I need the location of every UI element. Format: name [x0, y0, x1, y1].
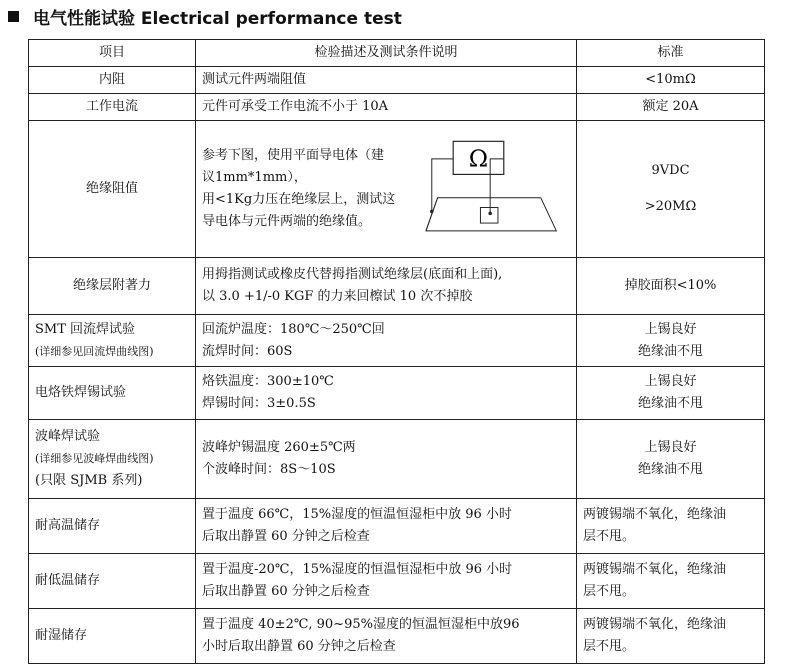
- table-row: [29, 94, 765, 121]
- electrical-test-table: [28, 39, 765, 664]
- table-row: [29, 258, 765, 315]
- item-cell: 工作电流: [29, 94, 196, 121]
- table-row: [29, 315, 765, 367]
- standard-cell: 两镀锡端不氧化，绝缘油 层不甩。: [577, 554, 765, 609]
- standard-cell: 掉胶面积<10%: [577, 258, 765, 315]
- standard-cell: 上锡良好 绝缘油不甩: [577, 315, 765, 367]
- item-cell: 波峰焊试验 (详细参见波峰焊曲线图) (只限 SJMB 系列): [29, 420, 196, 499]
- table-row: [29, 554, 765, 609]
- table-row: [29, 499, 765, 554]
- standard-cell: 上锡良好 绝缘油不甩: [577, 367, 765, 420]
- item-cell: SMT 回流焊试验 (详细参见回流焊曲线图): [29, 315, 196, 367]
- insulation-test-diagram: [424, 134, 570, 244]
- description-cell: 置于温度 40±2℃, 90~95%湿度的恒温恒湿柜中放96 小时后取出静置 60 分钟之后检查: [196, 609, 577, 664]
- item-cell: 绝缘层附著力: [29, 258, 196, 315]
- standard-cell: <10mΩ: [577, 67, 765, 94]
- table-row: [29, 420, 765, 499]
- table-row: [29, 609, 765, 664]
- section-heading: [8, 4, 402, 28]
- table-row: [29, 367, 765, 420]
- item-cell: 耐湿储存: [29, 609, 196, 664]
- description-cell: 置于温度 66℃，15%湿度的恒温恒湿柜中放 96 小时 后取出静置 60 分钟之后检查: [196, 499, 577, 554]
- description-cell: 元件可承受工作电流不小于 10A: [196, 94, 577, 121]
- standard-cell: 两镀锡端不氧化，绝缘油 层不甩。: [577, 609, 765, 664]
- square-bullet-icon: [8, 11, 19, 22]
- conductor-pad: [480, 207, 498, 223]
- item-cell: 耐低温储存: [29, 554, 196, 609]
- standard-cell: 上锡良好 绝缘油不甩: [577, 420, 765, 499]
- description-cell: 用拇指测试或橡皮代替拇指测试绝缘层(底面和上面), 以 3.0 +1/-0 KGF 的力来回檫试 10 次不掉胶: [196, 258, 577, 315]
- table-row: [29, 67, 765, 94]
- section-title: 电气性能试验 Electrical performance test: [33, 8, 402, 29]
- column-header-description: 检验描述及测试条件说明: [196, 40, 577, 67]
- description-cell: 回流炉温度：180℃～250℃回 流焊时间：60S: [196, 315, 577, 367]
- standard-cell: 两镀锡端不氧化，绝缘油 层不甩。: [577, 499, 765, 554]
- description-cell: 置于温度-20℃，15%湿度的恒温恒湿柜中放 96 小时 后取出静置 60 分钟之后检查: [196, 554, 577, 609]
- item-cell: 耐高温储存: [29, 499, 196, 554]
- standard-cell: 9VDC >20MΩ: [577, 121, 765, 258]
- description-cell: 烙铁温度：300±10℃ 焊锡时间：3±0.5S: [196, 367, 577, 420]
- item-cell: 内阻: [29, 67, 196, 94]
- description-cell: 参考下图，使用平面导电体（建 议1mm*1mm）， 用<1Kg力压在绝缘层上，测试这 导电体与元件两端的绝缘值。 Ω: [196, 121, 577, 258]
- table-row: [29, 121, 765, 258]
- ohm-symbol-icon: Ω: [468, 144, 489, 173]
- description-cell: 波峰炉锡温度 260±5℃两 个波峰时间：8S～10S: [196, 420, 577, 499]
- standard-cell: 额定 20A: [577, 94, 765, 121]
- item-cell: 电烙铁焊锡试验: [29, 367, 196, 420]
- column-header-standard: 标准: [577, 40, 765, 67]
- description-cell: 测试元件两端阻值: [196, 67, 577, 94]
- column-header-item: 项目: [29, 40, 196, 67]
- item-cell: 绝缘阻值: [29, 121, 196, 258]
- table-header-row: [29, 40, 765, 67]
